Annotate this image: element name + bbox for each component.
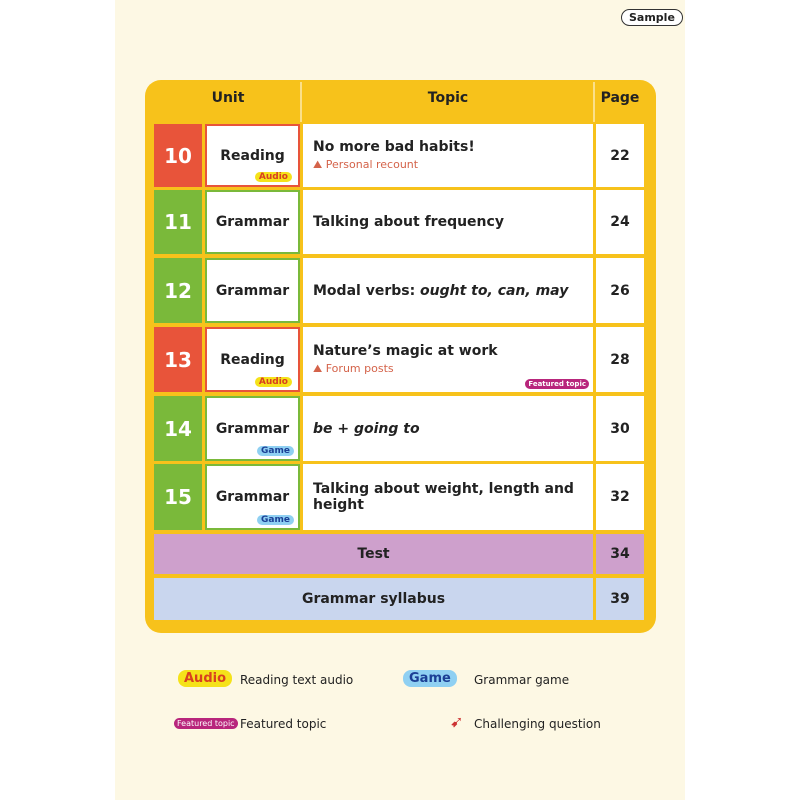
header-unit: Unit (211, 90, 245, 106)
audio-icon: Audio (255, 172, 292, 182)
dart-icon: ➹ (450, 712, 464, 731)
test-label: Test (357, 546, 390, 562)
unit-type-label: Grammar (215, 282, 290, 299)
page-number: 24 (596, 190, 644, 254)
legend-game: Grammar game (474, 673, 570, 687)
header-page: Page (600, 90, 640, 106)
topic-text: Nature’s magic at work (313, 343, 498, 359)
header-divider (593, 82, 595, 122)
text-type-icon: ⛰ (313, 158, 326, 171)
unit-type (205, 327, 300, 392)
topic-text: No more bad habits! (313, 139, 475, 155)
topic-italic: be + going to (313, 420, 420, 437)
syllabus-page: 39 (596, 578, 644, 620)
unit-number: 13 (154, 327, 202, 392)
legend-challenge: Challenging question (474, 717, 601, 731)
syllabus-label: Grammar syllabus (301, 591, 446, 607)
unit-number: 10 (154, 124, 202, 187)
unit-type (205, 190, 300, 254)
topic-text: Talking about frequency (313, 214, 504, 230)
game-icon: Game (403, 670, 457, 687)
topic-cell[interactable] (303, 396, 593, 461)
syllabus-row[interactable] (154, 578, 593, 620)
topic-text: Talking about weight, length and height (313, 481, 574, 513)
unit-number: 12 (154, 258, 202, 323)
featured-icon: Featured topic (174, 718, 238, 729)
topic-text: Modal verbs: (313, 282, 421, 299)
topic-cell[interactable] (303, 258, 593, 323)
unit-type (205, 258, 300, 323)
unit-type-label: Grammar (215, 214, 290, 230)
legend-audio: Reading text audio (240, 673, 354, 687)
audio-icon: Audio (255, 377, 292, 387)
header-topic: Topic (427, 90, 469, 106)
page-number: 26 (596, 258, 644, 323)
topic-subtitle: Personal recount (325, 158, 419, 171)
unit-number: 14 (154, 396, 202, 461)
unit-type-label: Reading (220, 147, 285, 164)
page-number: 30 (596, 396, 644, 461)
topic-italic: ought to, can, may (420, 282, 569, 299)
unit-type (205, 396, 300, 461)
audio-icon: Audio (178, 670, 232, 687)
unit-type (205, 464, 300, 530)
sample-badge: Sample (621, 9, 683, 26)
unit-type-label: Grammar (215, 489, 290, 505)
page-number: 32 (596, 464, 644, 530)
topic-cell[interactable] (303, 327, 593, 392)
game-icon: Game (257, 446, 294, 456)
unit-number: 15 (154, 464, 202, 530)
game-icon: Game (257, 515, 294, 525)
unit-type (205, 124, 300, 187)
unit-number: 11 (154, 190, 202, 254)
topic-cell[interactable] (303, 190, 593, 254)
page-number: 22 (596, 124, 644, 187)
topic-subtitle: Forum posts (325, 362, 394, 375)
test-page: 34 (596, 534, 644, 574)
text-type-icon: ⛰ (313, 362, 326, 375)
topic-cell[interactable] (303, 124, 593, 187)
unit-type-label: Reading (220, 351, 285, 368)
header-divider (300, 82, 302, 122)
test-row[interactable] (154, 534, 593, 574)
legend-featured: Featured topic (240, 717, 327, 731)
unit-type-label: Grammar (215, 420, 290, 437)
page-number: 28 (596, 327, 644, 392)
featured-topic-icon: Featured topic (525, 379, 589, 389)
topic-cell[interactable] (303, 464, 593, 530)
